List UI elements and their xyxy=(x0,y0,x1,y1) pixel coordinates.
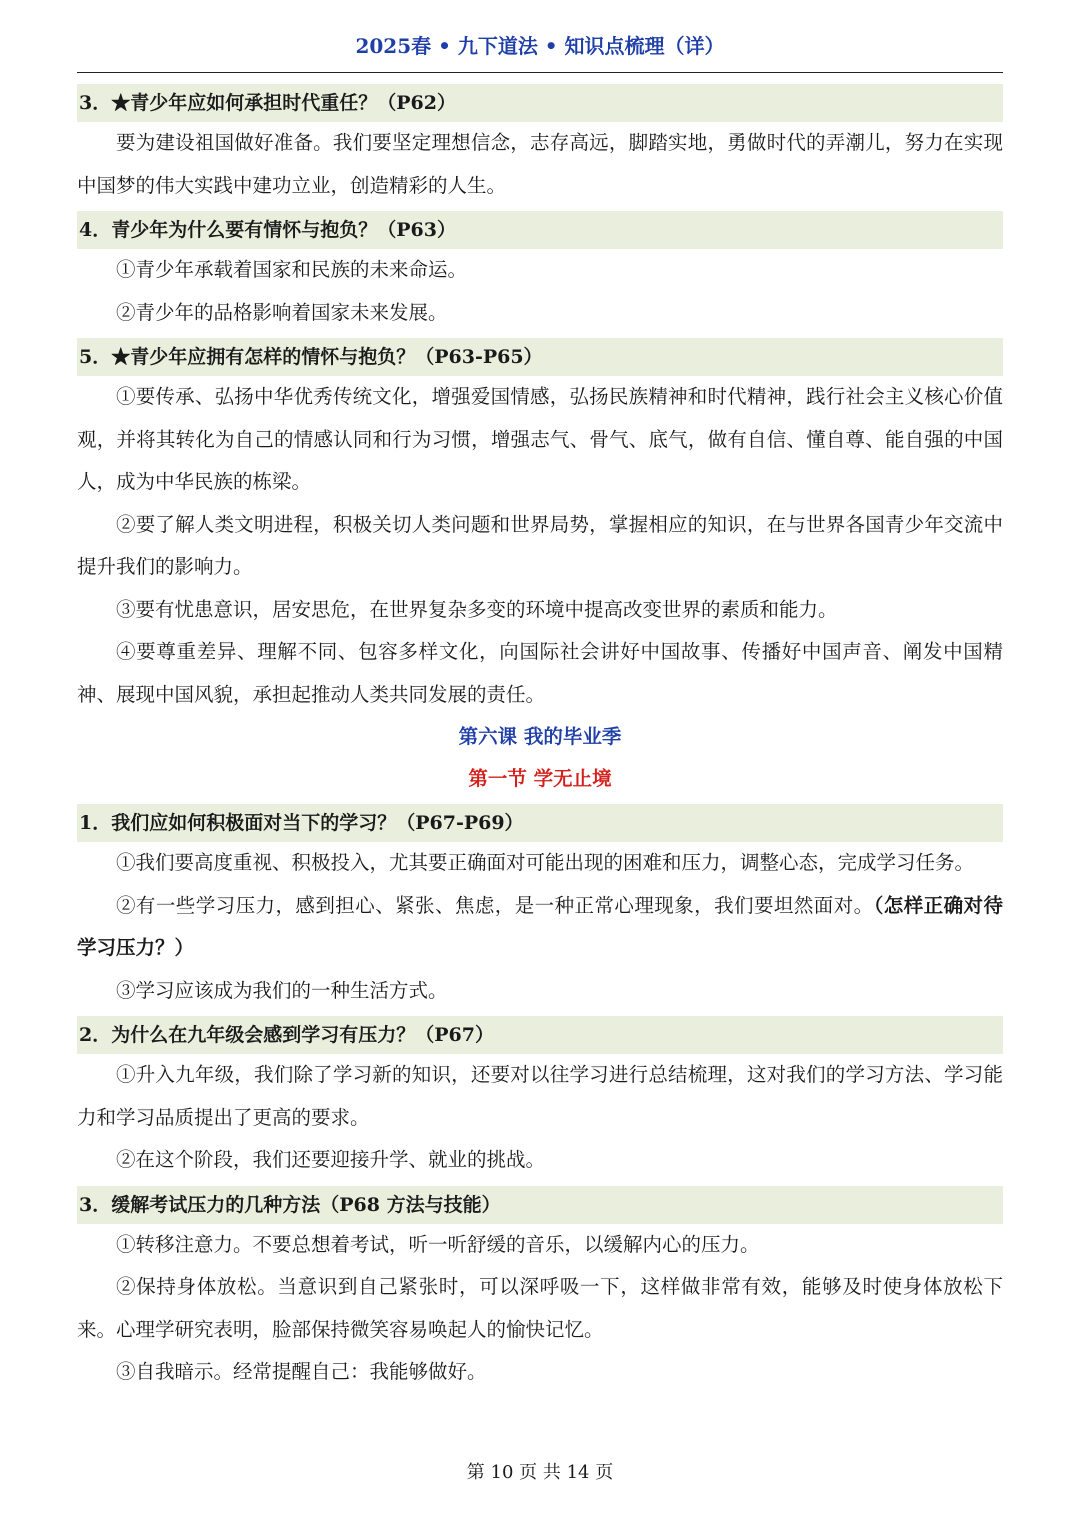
paragraph: ①要传承、弘扬中华优秀传统文化，增强爱国情感，弘扬民族精神和时代精神，践行社会主义核心价值观，并将其转化为自己的情感认同和行为习惯，增强志气、骨气、底气，做有自信、懂自尊、能自强的中国人，成为中华民族的栋梁。 xyxy=(77,385,1003,493)
question-heading: 2．为什么在九年级会感到学习有压力？（P67） xyxy=(77,1016,1003,1054)
paragraph: ②保持身体放松。当意识到自己紧张时，可以深呼吸一下，这样做非常有效，能够及时使身体放松下来。心理学研究表明，脸部保持微笑容易唤起人的愉快记忆。 xyxy=(77,1275,1003,1341)
page-content xyxy=(77,80,1003,1394)
paragraph: ③要有忧患意识，居安思危，在世界复杂多变的环境中提高改变世界的素质和能力。 xyxy=(116,597,838,621)
paragraph-bold-note: （怎样正确对待学习压力？） xyxy=(77,893,1003,959)
paragraph: ①我们要高度重视、积极投入，尤其要正确面对可能出现的困难和压力，调整心态，完成学习任务。 xyxy=(116,851,975,874)
paragraph: ③学习应该成为我们的一种生活方式。 xyxy=(116,978,448,1002)
question-heading: 5．★青少年应拥有怎样的情怀与抱负？（P63-P65） xyxy=(77,338,1003,376)
section-title: 第一节 学无止境 xyxy=(468,767,612,790)
paragraph: ①升入九年级，我们除了学习新的知识，还要对以往学习进行总结梳理，这对我们的学习方法、学习能力和学习品质提出了更高的要求。 xyxy=(77,1063,1003,1129)
paragraph: ②青少年的品格影响着国家未来发展。 xyxy=(116,300,448,324)
page-header xyxy=(77,26,1003,73)
page-footer xyxy=(0,1455,1080,1491)
paragraph-text: ②有一些学习压力，感到担心、紧张、焦虑，是一种正常心理现象，我们要坦然面对。 xyxy=(116,893,874,917)
paragraph: ③自我暗示。经常提醒自己：我能够做好。 xyxy=(116,1360,487,1383)
question-heading: 3．★青少年应如何承担时代重任？（P62） xyxy=(77,84,1003,122)
paragraph: 要为建设祖国做好准备。我们要坚定理想信念，志存高远，脚踏实地，勇做时代的弄潮儿，努力在实现中国梦的伟大实践中建功立业，创造精彩的人生。 xyxy=(77,131,1003,197)
question-heading: 1．我们应如何积极面对当下的学习？（P67-P69） xyxy=(77,804,1003,842)
paragraph: ①转移注意力。不要总想着考试，听一听舒缓的音乐，以缓解内心的压力。 xyxy=(116,1232,760,1256)
paragraph: ②要了解人类文明进程，积极关切人类问题和世界局势，掌握相应的知识，在与世界各国青少年交流中提升我们的影响力。 xyxy=(77,512,1003,578)
paragraph: ①青少年承载着国家和民族的未来命运。 xyxy=(116,258,468,281)
lesson-title: 第六课 我的毕业季 xyxy=(458,725,622,748)
page-number: 第 10 页 共 14 页 xyxy=(466,1462,614,1483)
paragraph: ④要尊重差异、理解不同、包容多样文化，向国际社会讲好中国故事、传播好中国声音、阐发中国精神、展现中国风貌，承担起推动人类共同发展的责任。 xyxy=(77,640,1003,706)
header-title: 2025春 • 九下道法 • 知识点梳理（详） xyxy=(355,34,725,58)
question-heading: 3．缓解考试压力的几种方法（P68 方法与技能） xyxy=(77,1186,1003,1224)
question-heading: 4．青少年为什么要有情怀与抱负？（P63） xyxy=(77,211,1003,249)
paragraph xyxy=(77,885,1003,970)
paragraph: ②在这个阶段，我们还要迎接升学、就业的挑战。 xyxy=(116,1148,546,1171)
